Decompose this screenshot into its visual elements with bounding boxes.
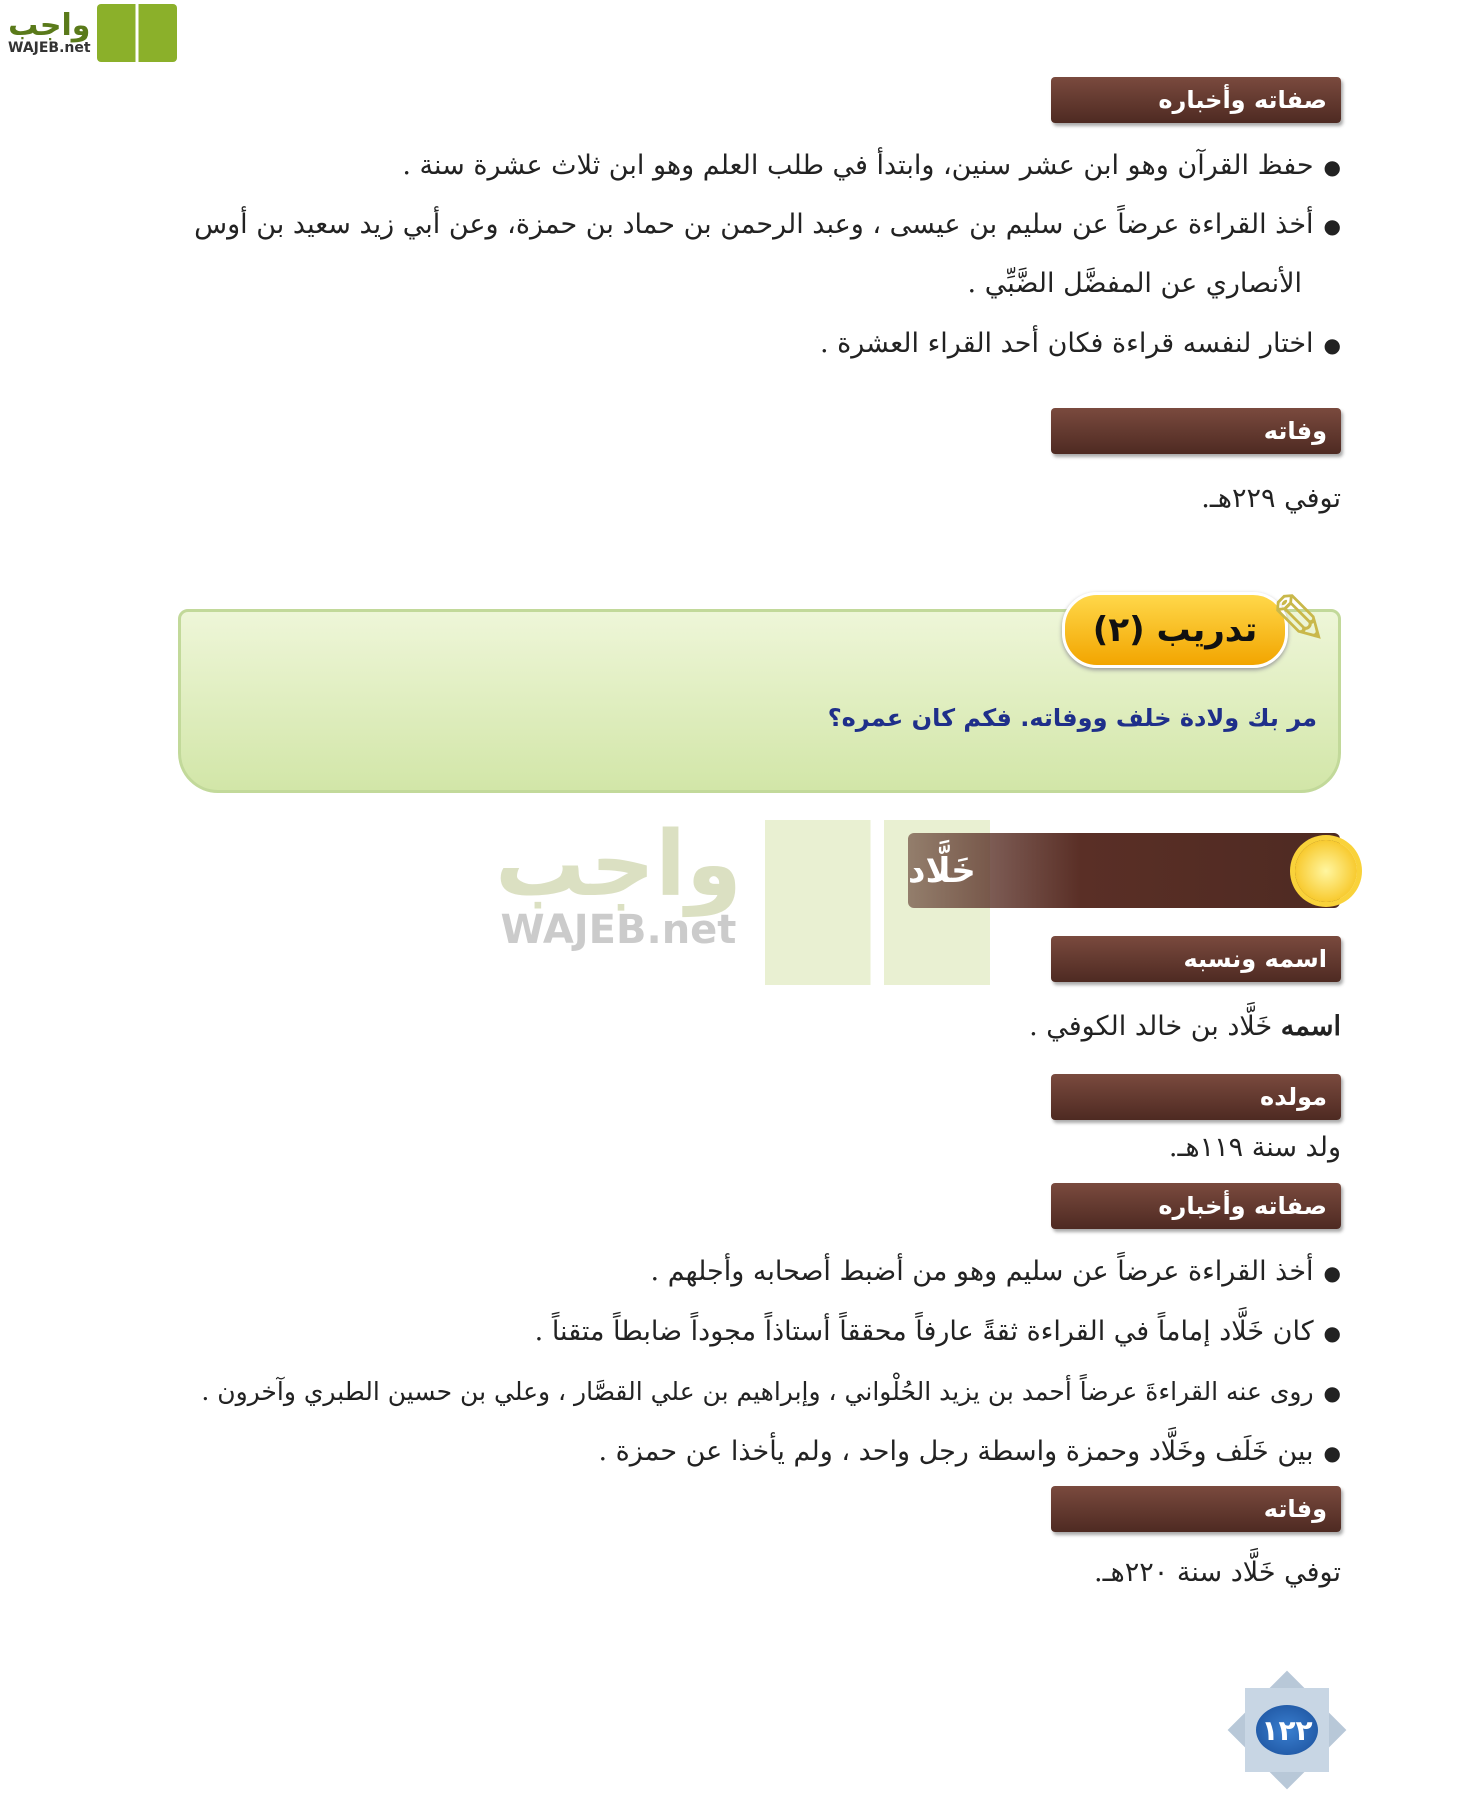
list-item: ● أخذ القراءة عرضاً عن سليم بن عيسى ، وعبد الرحمن بن حماد بن حمزة، وعن أبي زيد سعيد بن أوس — [194, 209, 1341, 240]
traits-heading: صفاته وأخباره — [1051, 1183, 1341, 1229]
page-number-badge — [1237, 1680, 1337, 1780]
khallad-title: خَلَّاد — [908, 850, 976, 891]
training-title — [1062, 592, 1288, 668]
death-text: توفي خَلَّاد سنة ٢٢٠هـ. — [1094, 1557, 1341, 1588]
training-title-text: تدريب (٢) — [1092, 610, 1258, 650]
list-item: ● أخذ القراءة عرضاً عن سليم وهو من أضبط أصحابه وأجلهم . — [651, 1256, 1341, 1287]
sun-icon — [1295, 840, 1357, 902]
name-text — [1029, 1011, 1341, 1042]
list-item: ● حفظ القرآن وهو ابن عشر سنين، وابتدأ في طلب العلم وهو ابن ثلاث عشرة سنة . — [402, 150, 1341, 181]
name-heading: اسمه ونسبه — [1051, 936, 1341, 982]
birth-text: ولد سنة ١١٩هـ. — [1168, 1132, 1341, 1163]
list-item-continuation: الأنصاري عن المفضَّل الضَّبِّي . — [967, 268, 1302, 299]
list-item: ● بين خَلَف وخَلَّاد وحمزة واسطة رجل واحد ، ولم يأخذا عن حمزة . — [599, 1436, 1342, 1467]
name-bold: اسمه — [1280, 1011, 1341, 1042]
birth-heading: مولده — [1051, 1074, 1341, 1120]
wajeb-logo: واجب WAJEB.net — [8, 4, 177, 62]
death-heading: وفاته — [1051, 1486, 1341, 1532]
watermark: واجب WAJEB.net — [495, 812, 742, 953]
book-icon — [97, 4, 177, 62]
khallad-title-bar — [908, 833, 1340, 908]
death-text: توفي ٢٢٩هـ. — [1201, 483, 1341, 514]
death-heading: وفاته — [1051, 408, 1341, 454]
name-value: خَلَّاد بن خالد الكوفي . — [1029, 1011, 1281, 1042]
list-item: ● اختار لنفسه قراءة فكان أحد القراء العشرة . — [820, 328, 1341, 359]
training-question: مر بك ولادة خلف ووفاته. فكم كان عمره؟ — [827, 704, 1317, 732]
list-item: ● كان خَلَّاد إماماً في القراءة ثقةً عارفاً محققاً أستاذاً مجوداً ضابطاً متقناً . — [535, 1316, 1341, 1347]
pen-book-icon: ✎ — [1270, 579, 1329, 661]
page-number: ١٢٢ — [1256, 1705, 1318, 1755]
list-item: ● روى عنه القراءةَ عرضاً أحمد بن يزيد الحُلْواني ، وإبراهيم بن علي القصَّار ، وعلي بن حسين الطبري وآخرون . — [201, 1377, 1341, 1406]
traits-heading: صفاته وأخباره — [1051, 77, 1341, 123]
